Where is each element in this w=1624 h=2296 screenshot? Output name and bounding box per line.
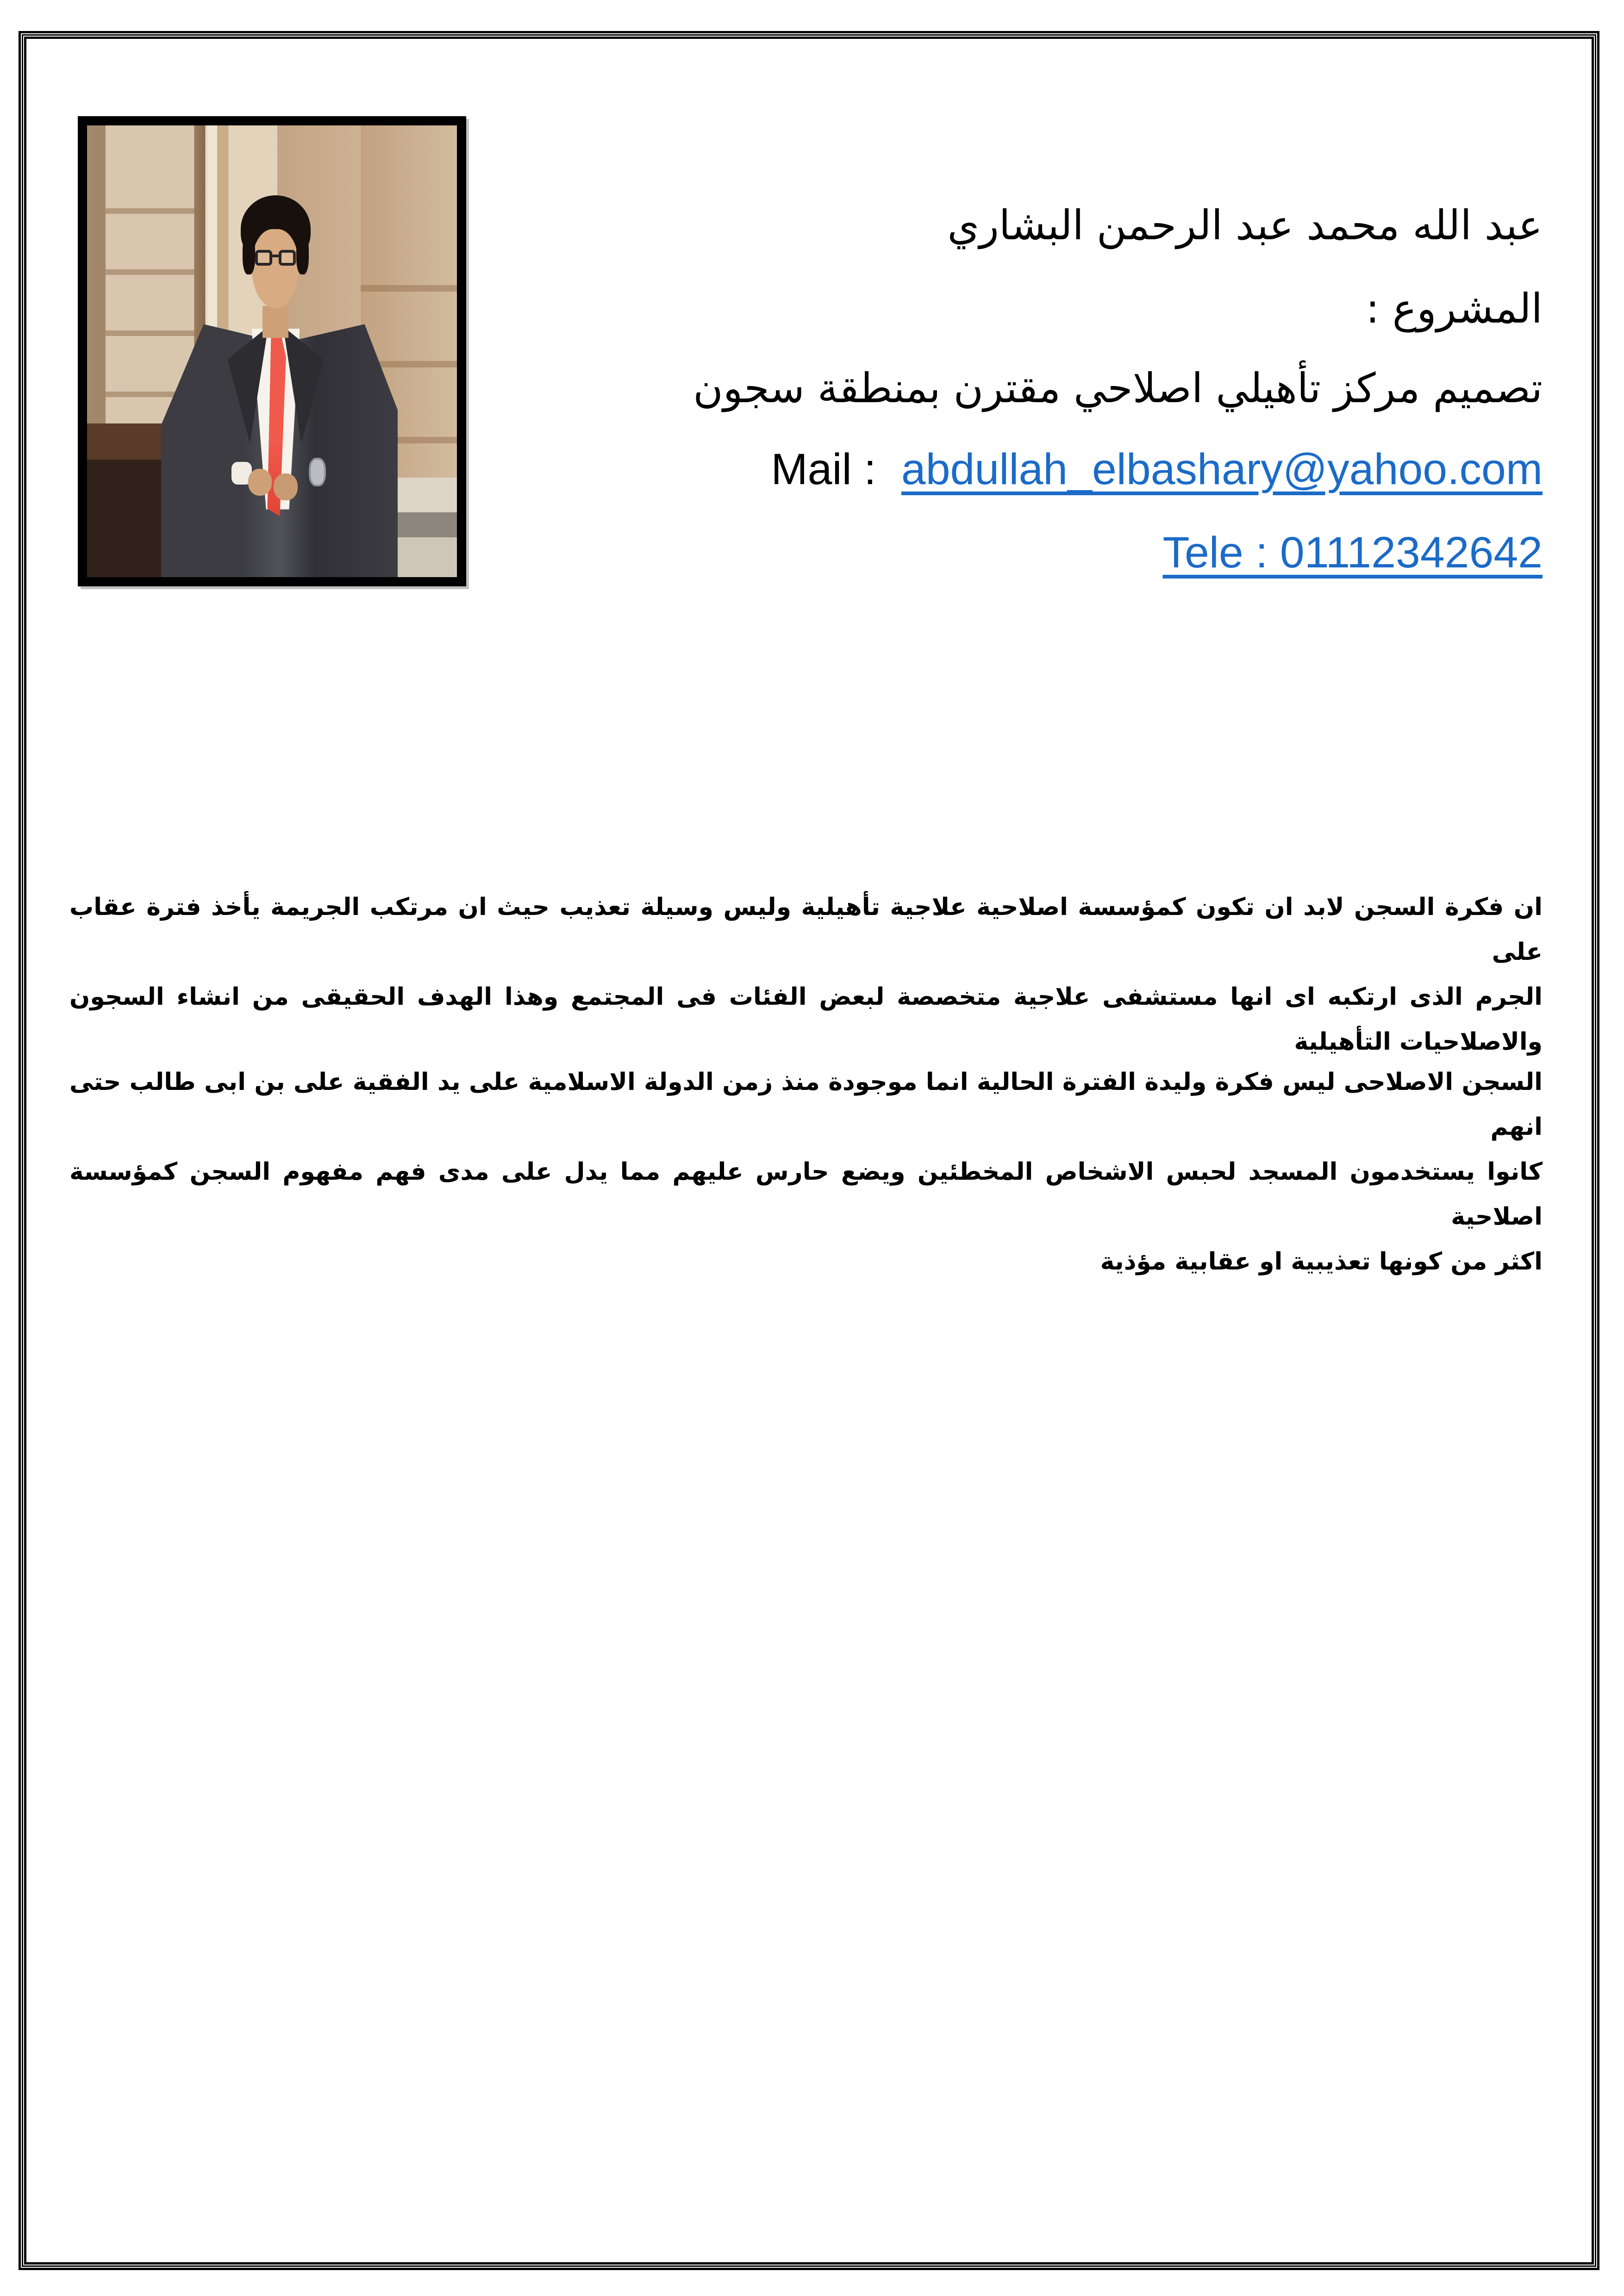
- portrait-photo: [87, 125, 457, 577]
- glasses-lens-right: [279, 250, 296, 265]
- paragraph-prison-concept: [69, 885, 1543, 1064]
- person-face: [252, 229, 299, 308]
- tele-line: [1162, 522, 1543, 584]
- paragraph-reform-prison-history: [69, 1060, 1543, 1284]
- project-label: المشروع :: [1366, 285, 1543, 332]
- paragraph-line: اكثر من كونها تعذيبية او عقابية مؤذية: [1100, 1248, 1543, 1276]
- project-title: تصميم مركز تأهيلي اصلاحي مقترن بمنطقة سجون: [693, 364, 1543, 412]
- person-hair-side-right: [296, 234, 309, 274]
- telephone-link[interactable]: Tele : 01112342642: [1162, 528, 1543, 577]
- paragraph-line: والاصلاحيات التأهيلية: [1294, 1028, 1543, 1056]
- email-link[interactable]: abdullah_elbashary@yahoo.com: [901, 445, 1543, 494]
- paragraph-line: ان فكرة السجن لابد ان تكون كمؤسسة اصلاحية علاجية تأهيلية وليس وسيلة تعذيب حيث ان مرتكب الجريمة يأخذ فترة عقاب على: [69, 893, 1543, 966]
- glasses-lens-left: [255, 250, 272, 265]
- glasses-bridge: [271, 255, 280, 257]
- person-glasses: [255, 250, 296, 265]
- person-hand-left: [248, 469, 272, 496]
- paragraph-line: السجن الاصلاحى ليس فكرة وليدة الفترة الحالية انما موجودة منذ زمن الدولة الاسلامية على يد الفقية على بن ابى طالب حتى انهم: [69, 1068, 1543, 1141]
- photo-person: [87, 125, 457, 577]
- person-hand-right: [274, 473, 298, 501]
- portrait-photo-frame: [78, 116, 466, 586]
- mail-label: Mail :: [771, 445, 876, 494]
- person-neck: [262, 306, 288, 337]
- paragraph-line: كانوا يستخدمون المسجد لحبس الاشخاص المخطئين ويضع حارس عليهم مما يدل على مدى فهم مفهوم السجن كمؤسسة اصلاحية: [69, 1158, 1543, 1231]
- person-wrist-watch: [311, 460, 324, 485]
- mail-line: [771, 439, 1543, 500]
- person-hair-side-left: [243, 234, 255, 274]
- paragraph-line: الجرم الذى ارتكبه اى انها مستشفى علاجية متخصصة لبعض الفئات فى المجتمع وهذا الهدف الحقيقى من انشاء السجون: [69, 983, 1543, 1011]
- author-name: عبد الله محمد عبد الرحمن البشاري: [947, 201, 1543, 249]
